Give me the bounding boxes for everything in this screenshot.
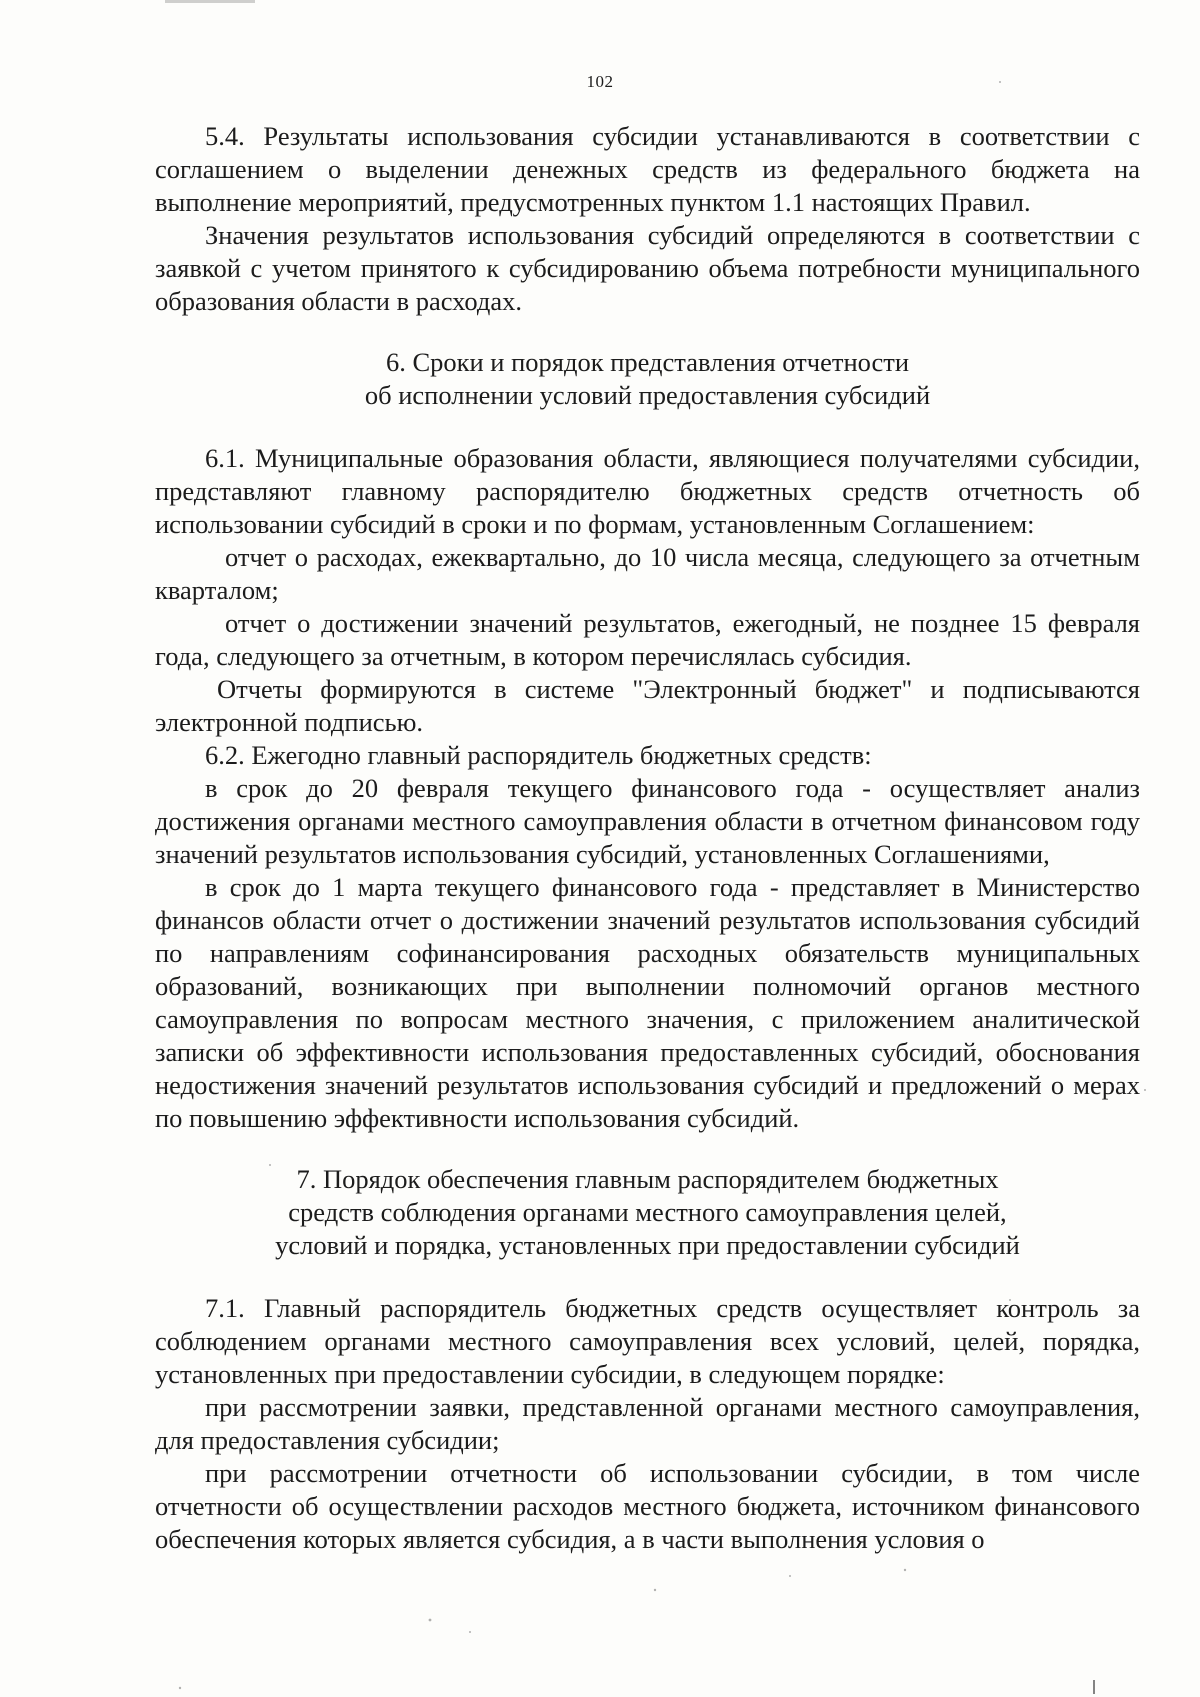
document-body [155, 120, 1140, 1556]
paragraph-by-feb-20: в срок до 20 февраля текущего финансового года - осуществляет анализ достижения органами местного самоуправления области в отчетном финансовом году значений результатов использования субсидий, установленных Соглашениями, [155, 773, 1140, 869]
paragraph-result-values: Значения результатов использования субсидий определяются в соответствии с заявкой с учетом принятого к субсидированию объема потребности муниципального образования области в расходах. [155, 220, 1140, 316]
page-number: 102 [586, 72, 614, 91]
paragraph-on-application: при рассмотрении заявки, представленной органами местного самоуправления, для предоставления субсидии; [155, 1392, 1140, 1455]
paragraph-7-1: 7.1. Главный распорядитель бюджетных средств осуществляет контроль за соблюдением органами местного самоуправления всех условий, целей, порядка, установленных при предоставлении субсидии, в следующем порядке: [155, 1293, 1140, 1389]
paragraph-6-2: 6.2. Ежегодно главный распорядитель бюджетных средств: [205, 740, 872, 770]
section-7-heading [155, 1163, 1140, 1262]
paragraph-by-march-1: в срок до 1 марта текущего финансового года - представляет в Министерство финансов области отчет о достижении значений результатов использования субсидий по направлениям софинансирования расходных обязательств муниципальных образований, возникающих при выполнении полномочий органов местного самоуправления по вопросам местного значения, с приложением аналитической записки об эффективности использования предоставленных субсидий, обоснования недостижения значений результатов использования субсидий и предложений о мерах по повышению эффективности использования субсидий. [155, 872, 1140, 1133]
paragraph-on-reporting: при рассмотрении отчетности об использовании субсидии, в том числе отчетности об осуществлении расходов местного бюджета, источником финансового обеспечения которых является субсидия, а в части выполнения условия о [155, 1458, 1140, 1554]
section-7-heading-line-2: средств соблюдения органами местного самоуправления целей, [288, 1197, 1007, 1227]
section-6-heading [155, 346, 1140, 412]
paragraph-report-results: отчет о достижении значений результатов, ежегодный, не позднее 15 февраля года, следующего за отчетным, в котором перечислялась субсидия. [155, 608, 1140, 671]
paragraph-5-4: 5.4. Результаты использования субсидии устанавливаются в соответствии с соглашением о выделении денежных средств из федерального бюджета на выполнение мероприятий, предусмотренных пунктом 1.1 настоящих Правил. [155, 121, 1140, 217]
paragraph-report-expenses: отчет о расходах, ежеквартально, до 10 числа месяца, следующего за отчетным кварталом; [155, 542, 1140, 605]
paragraph-reports-formed: Отчеты формируются в системе "Электронный бюджет" и подписываются электронной подписью. [155, 674, 1140, 737]
section-6-heading-line-2: об исполнении условий предоставления субсидий [364, 380, 931, 410]
paragraph-6-1: 6.1. Муниципальные образования области, являющиеся получателями субсидии, представляют главному распорядителю бюджетных средств отчетность об использовании субсидий в сроки и по формам, установленным Соглашением: [155, 443, 1140, 539]
section-7-heading-line-3: условий и порядка, установленных при предоставлении субсидий [275, 1230, 1020, 1260]
section-6-heading-line-1: 6. Сроки и порядок представления отчетности [385, 347, 910, 377]
section-7-heading-line-1: 7. Порядок обеспечения главным распорядителем бюджетных [296, 1164, 999, 1194]
